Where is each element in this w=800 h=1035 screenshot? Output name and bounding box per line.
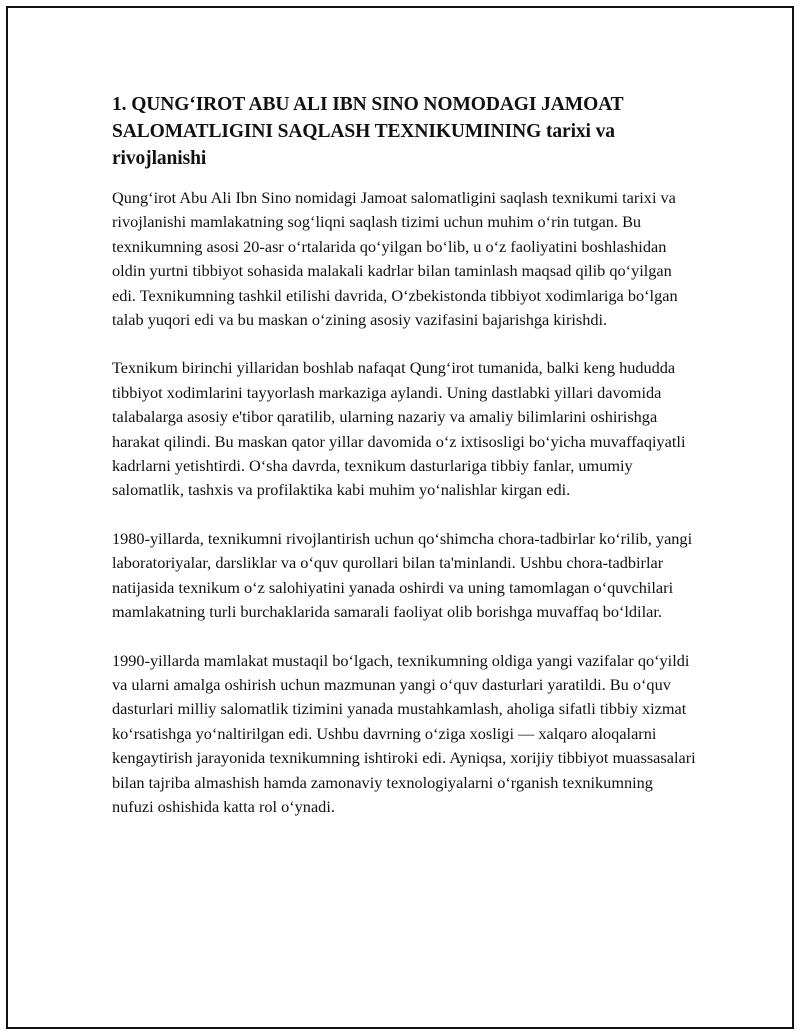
document-body [112,91,698,843]
document-title: 1. QUNG‘IROT ABU ALI IBN SINO NOMODAGI JAMOAT SALOMATLIGINI SAQLASH TEXNIKUMINING tarixi va rivojlanishi [112,94,624,169]
paragraph-4: 1990-yillarda mamlakat mustaqil bo‘lgach, texnikumning oldiga yangi vazifalar qo‘yildi va ularni amalga oshirish uchun mazmunan yangi o‘quv dasturlari yaratildi. Bu o‘quv dasturlari milliy salomatlik tizimini yanada mustahkamlash, aholiga sifatli tibbiy xizmat ko‘rsatishga yo‘naltirilgan edi. Ushbu davrning o‘ziga xosligi — xalqaro aloqalarni kengaytirish jarayonida texnikumning ishtiroki edi. Ayniqsa, xorijiy tibbiyot muassasalari bilan tajriba almashish hamda zamonaviy texnologiyalarni o‘rganish texnikumning nufuzi oshishida katta rol o‘ynadi. [112,650,696,816]
paragraph-2: Texnikum birinchi yillaridan boshlab nafaqat Qung‘irot tumanida, balki keng hududda tibbiyot xodimlarini tayyorlash markaziga aylandi. Uning dastlabki yillari davomida talabalarga asosiy e'tibor qaratilib, ularning nazariy va amaliy bilimlarini oshirishga harakat qilindi. Bu maskan qator yillar davomida o‘z ixtisosligi bo‘yicha muvaffaqiyatli kadrlarni yetishtirdi. O‘sha davrda, texnikum dasturlariga tibbiy fanlar, umumiy salomatlik, tashxis va profilaktika kabi muhim yo‘nalishlar kirgan edi. [112,358,686,500]
paragraph-3: 1980-yillarda, texnikumni rivojlantirish uchun qo‘shimcha chora-tadbirlar ko‘rilib, yangi laboratoriyalar, darsliklar va o‘quv qurollari bilan ta'minlandi. Ushbu chora-tadbirlar natijasida texnikum o‘z salohiyatini yanada oshirdi va uning tamomlagan o‘quvchilari mamlakatning turli burchaklarida samarali faoliyat olib borishga muvaffaq bo‘ldilar. [112,528,693,622]
paragraph-1: Qung‘irot Abu Ali Ibn Sino nomidagi Jamoat salomatligini saqlash texnikumi tarixi va rivojlanishi mamlakatning sog‘liqni saqlash tizimi uchun muhim o‘rin tutgan. Bu texnikumning asosi 20-asr o‘rtalarida qo‘yilgan bo‘lib, u o‘z faoliyatini boshlashidan oldin yurtni tibbiyot sohasida malakali kadrlar bilan taminlash maqsad qilib qo‘yilgan edi. Texnikumning tashkil etilishi davrida, O‘zbekistonda tibbiyot xodimlariga bo‘lgan talab yuqori edi va bu maskan o‘zining asosiy vazifasini bajarishga kirishdi. [112,188,678,330]
